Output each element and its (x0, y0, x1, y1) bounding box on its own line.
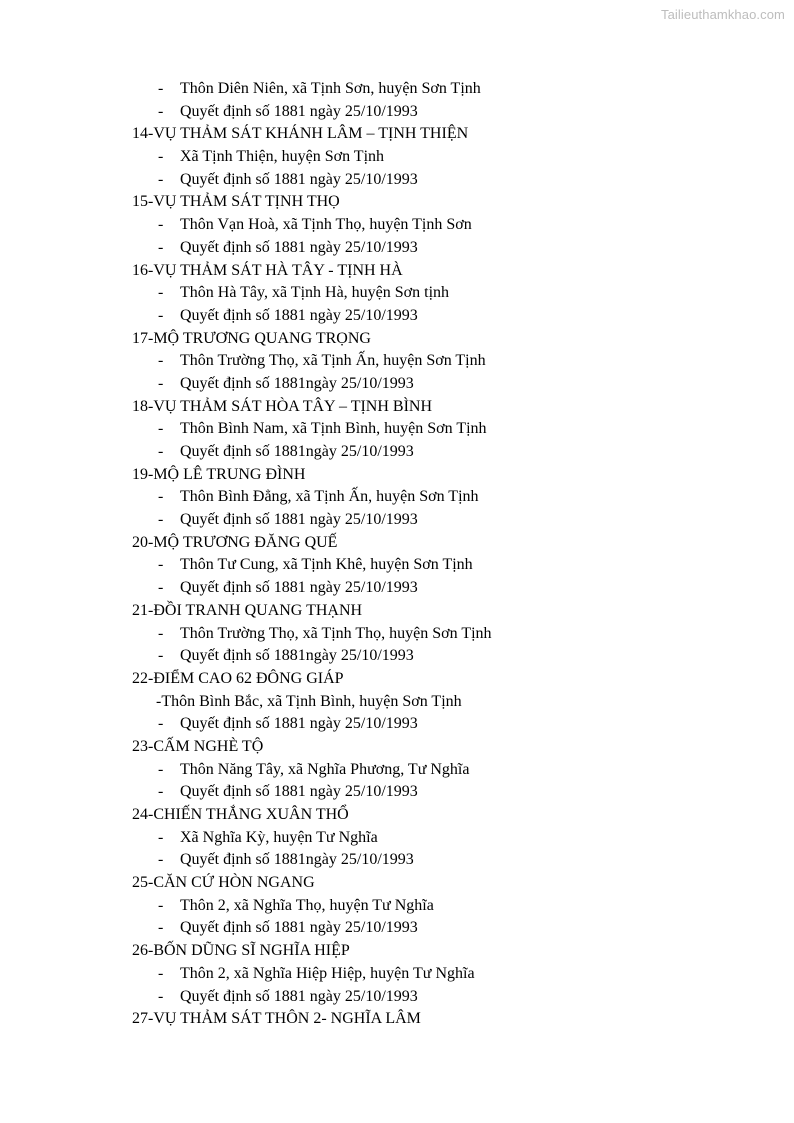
list-item (132, 713, 772, 736)
list-item: -Thôn Bình Bắc, xã Tịnh Bình, huyện Sơn Tịnh (156, 692, 462, 710)
list-item-text: Quyết định số 1881ngày 25/10/1993 (180, 374, 414, 392)
list-item-text: Quyết định số 1881ngày 25/10/1993 (180, 851, 414, 869)
list-item (132, 554, 772, 577)
bullet-dash: - (158, 488, 164, 506)
bullet-dash: - (158, 896, 164, 914)
list-item (132, 237, 772, 260)
list-item (132, 418, 772, 441)
list-item-text: Thôn Vạn Hoà, xã Tịnh Thọ, huyện Tịnh Sơn (180, 216, 472, 234)
list-item (132, 441, 772, 464)
list-item-text: Thôn Tư Cung, xã Tịnh Khê, huyện Sơn Tịnh (180, 556, 473, 574)
list-item-text: Thôn Năng Tây, xã Nghĩa Phương, Tư Nghĩa (180, 760, 470, 778)
list-item (132, 78, 772, 101)
list-item-text: Quyết định số 1881 ngày 25/10/1993 (180, 511, 418, 529)
bullet-dash: - (158, 647, 164, 665)
section-heading: 23-CẤM NGHÈ TỘ (132, 737, 264, 755)
list-item-text: Xã Tịnh Thiện, huyện Sơn Tịnh (180, 148, 385, 166)
list-item (132, 169, 772, 192)
section-heading: 19-MỘ LÊ TRUNG ĐÌNH (132, 465, 306, 483)
bullet-dash: - (158, 102, 164, 120)
bullet-dash: - (158, 352, 164, 370)
list-item (132, 350, 772, 373)
list-item-text: Quyết định số 1881ngày 25/10/1993 (180, 443, 414, 460)
list-item-text: Thôn 2, xã Nghĩa Hiệp Hiệp, huyện Tư Nghĩa (180, 964, 475, 982)
list-item (132, 282, 772, 305)
list-item-text: Quyết định số 1881 ngày 25/10/1993 (180, 919, 418, 937)
list-item (132, 827, 772, 850)
bullet-dash: - (158, 987, 164, 1005)
list-item (132, 645, 772, 668)
list-item (132, 986, 772, 1009)
list-item-text: Thôn Trường Thọ, xã Tịnh Thọ, huyện Sơn Tịnh (180, 624, 492, 642)
section-heading: 20-MỘ TRƯƠNG ĐĂNG QUẾ (132, 533, 338, 551)
bullet-dash: - (158, 828, 164, 846)
list-item-text: Quyết định số 1881 ngày 25/10/1993 (180, 783, 418, 801)
list-item (132, 373, 772, 396)
list-item (132, 509, 772, 532)
section-heading: 25-CĂN CỨ HÒN NGANG (132, 874, 315, 892)
bullet-dash: - (158, 80, 164, 97)
bullet-dash: - (158, 851, 164, 869)
bullet-dash: - (158, 306, 164, 324)
bullet-dash: - (158, 420, 164, 438)
bullet-dash: - (158, 284, 164, 302)
section-heading: 22-ĐIỂM CAO 62 ĐÔNG GIÁP (132, 669, 344, 687)
bullet-dash: - (158, 760, 164, 778)
list-item-text: Xã Nghĩa Kỳ, huyện Tư Nghĩa (180, 828, 378, 846)
document-body (132, 78, 772, 1031)
list-item (132, 963, 772, 986)
list-item-text: Thôn Diên Niên, xã Tịnh Sơn, huyện Sơn Tịnh (180, 80, 481, 97)
bullet-dash: - (158, 170, 164, 188)
section-heading: 14-VỤ THẢM SÁT KHÁNH LÂM – TỊNH THIỆN (132, 125, 469, 143)
section-heading: 18-VỤ THẢM SÁT HÒA TÂY – TỊNH BÌNH (132, 397, 433, 415)
bullet-dash: - (158, 964, 164, 982)
section-heading: 24-CHIẾN THẮNG XUÂN THỔ (132, 806, 349, 823)
watermark: Tailieuthamkhao.com (660, 7, 785, 22)
list-item-text: Quyết định số 1881 ngày 25/10/1993 (180, 306, 418, 324)
list-item (132, 917, 772, 940)
section-heading: 26-BỐN DŨNG SĨ NGHĨA HIỆP (132, 942, 350, 960)
list-item (132, 781, 772, 804)
bullet-dash: - (158, 556, 164, 574)
list-item-text: Quyết định số 1881 ngày 25/10/1993 (180, 579, 418, 597)
bullet-dash: - (158, 783, 164, 801)
list-item-text: Quyết định số 1881 ngày 25/10/1993 (180, 715, 418, 733)
list-item-text: Quyết định số 1881 ngày 25/10/1993 (180, 987, 418, 1005)
list-item (132, 486, 772, 509)
bullet-dash: - (158, 148, 164, 166)
bullet-dash: - (158, 624, 164, 642)
list-item (132, 146, 772, 169)
list-item (132, 101, 772, 124)
bullet-dash: - (158, 511, 164, 529)
list-item-text: Quyết định số 1881 ngày 25/10/1993 (180, 170, 418, 188)
list-item (132, 759, 772, 782)
section-heading: 21-ĐỒI TRANH QUANG THẠNH (132, 601, 363, 619)
list-item (132, 305, 772, 328)
section-heading: 16-VỤ THẢM SÁT HÀ TÂY - TỊNH HÀ (132, 261, 403, 279)
list-item (132, 577, 772, 600)
section-heading: 27-VỤ THẢM SÁT THÔN 2- NGHĨA LÂM (132, 1010, 421, 1028)
list-item (132, 214, 772, 237)
list-item-text: Quyết định số 1881 ngày 25/10/1993 (180, 238, 418, 256)
bullet-dash: - (158, 374, 164, 392)
bullet-dash: - (158, 579, 164, 597)
list-item-text: Thôn 2, xã Nghĩa Thọ, huyện Tư Nghĩa (180, 896, 434, 914)
section-heading: 15-VỤ THẢM SÁT TỊNH THỌ (132, 193, 340, 211)
list-item-text: Quyết định số 1881 ngày 25/10/1993 (180, 102, 418, 120)
list-item-text: Thôn Bình Đẳng, xã Tịnh Ấn, huyện Sơn Tịnh (180, 488, 479, 506)
list-item (132, 849, 772, 872)
section-heading: 17-MỘ TRƯƠNG QUANG TRỌNG (132, 329, 371, 347)
bullet-dash: - (158, 216, 164, 234)
list-item (132, 623, 772, 646)
bullet-dash: - (158, 715, 164, 733)
list-item-text: Thôn Bình Nam, xã Tịnh Bình, huyện Sơn Tịnh (180, 420, 487, 438)
bullet-dash: - (158, 443, 164, 460)
bullet-dash: - (158, 919, 164, 937)
list-item-text: Thôn Hà Tây, xã Tịnh Hà, huyện Sơn tịnh (180, 284, 450, 302)
list-item (132, 895, 772, 918)
list-item-text: Thôn Trường Thọ, xã Tịnh Ấn, huyện Sơn Tịnh (180, 352, 486, 370)
list-item-text: Quyết định số 1881ngày 25/10/1993 (180, 647, 414, 665)
bullet-dash: - (158, 238, 164, 256)
